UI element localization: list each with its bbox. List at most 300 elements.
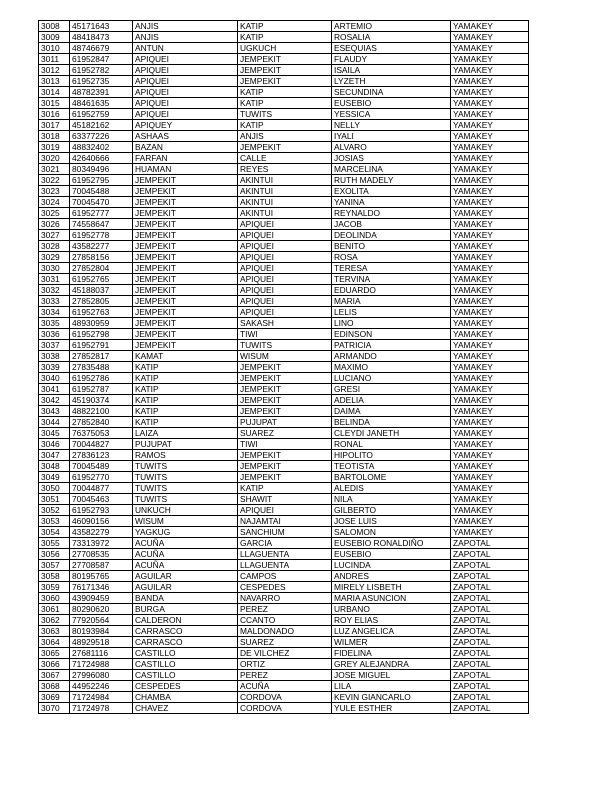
table-row: [39, 318, 529, 329]
community-cell: YAMAKEY: [451, 494, 529, 505]
community-cell: ZAPOTAL: [451, 703, 529, 714]
given-names-cell: WILMER: [332, 637, 451, 648]
second-surname-cell: DE VILCHEZ: [238, 648, 332, 659]
first-surname-cell: KATIP: [133, 384, 238, 395]
row-number-cell: 3068: [39, 681, 70, 692]
first-surname-cell: CHAVEZ: [133, 703, 238, 714]
document-number-cell: 61952778: [70, 230, 133, 241]
row-number-cell: 3062: [39, 615, 70, 626]
row-number-cell: 3055: [39, 538, 70, 549]
first-surname-cell: JEMPEKIT: [133, 230, 238, 241]
document-number-cell: 48832402: [70, 142, 133, 153]
given-names-cell: EUSEBIO: [332, 549, 451, 560]
first-surname-cell: TUWITS: [133, 494, 238, 505]
first-surname-cell: TUWITS: [133, 461, 238, 472]
first-surname-cell: JEMPEKIT: [133, 186, 238, 197]
document-number-cell: 76375053: [70, 428, 133, 439]
second-surname-cell: WISUM: [238, 351, 332, 362]
document-number-cell: 27708587: [70, 560, 133, 571]
row-number-cell: 3030: [39, 263, 70, 274]
row-number-cell: 3008: [39, 21, 70, 32]
second-surname-cell: CORDOVA: [238, 703, 332, 714]
second-surname-cell: JEMPEKIT: [238, 76, 332, 87]
row-number-cell: 3026: [39, 219, 70, 230]
document-number-cell: 80349496: [70, 164, 133, 175]
community-cell: ZAPOTAL: [451, 571, 529, 582]
document-number-cell: 61952847: [70, 54, 133, 65]
given-names-cell: SECUNDINA: [332, 87, 451, 98]
table-row: [39, 505, 529, 516]
table-row: [39, 351, 529, 362]
row-number-cell: 3027: [39, 230, 70, 241]
first-surname-cell: JEMPEKIT: [133, 219, 238, 230]
given-names-cell: LUZ ANGELICA: [332, 626, 451, 637]
given-names-cell: BENITO: [332, 241, 451, 252]
second-surname-cell: APIQUEI: [238, 241, 332, 252]
table-row: [39, 703, 529, 714]
document-number-cell: 63377226: [70, 131, 133, 142]
community-cell: YAMAKEY: [451, 263, 529, 274]
document-number-cell: 61952770: [70, 472, 133, 483]
table-row: [39, 186, 529, 197]
given-names-cell: LILA: [332, 681, 451, 692]
given-names-cell: RONAL: [332, 439, 451, 450]
given-names-cell: RUTH MADELY: [332, 175, 451, 186]
document-number-cell: 45182162: [70, 120, 133, 131]
community-cell: YAMAKEY: [451, 483, 529, 494]
given-names-cell: YESSICA: [332, 109, 451, 120]
second-surname-cell: SHAWIT: [238, 494, 332, 505]
given-names-cell: MARIA: [332, 296, 451, 307]
second-surname-cell: CALLE: [238, 153, 332, 164]
document-number-cell: 43582279: [70, 527, 133, 538]
row-number-cell: 3009: [39, 32, 70, 43]
row-number-cell: 3057: [39, 560, 70, 571]
row-number-cell: 3061: [39, 604, 70, 615]
community-cell: ZAPOTAL: [451, 692, 529, 703]
second-surname-cell: JEMPEKIT: [238, 54, 332, 65]
second-surname-cell: SAKASH: [238, 318, 332, 329]
second-surname-cell: KATIP: [238, 87, 332, 98]
second-surname-cell: SUAREZ: [238, 637, 332, 648]
given-names-cell: HIPOLITO: [332, 450, 451, 461]
first-surname-cell: JEMPEKIT: [133, 208, 238, 219]
community-cell: ZAPOTAL: [451, 626, 529, 637]
second-surname-cell: AKINTUI: [238, 197, 332, 208]
community-cell: YAMAKEY: [451, 142, 529, 153]
given-names-cell: TERESA: [332, 263, 451, 274]
document-number-cell: 80195765: [70, 571, 133, 582]
first-surname-cell: CARRASCO: [133, 637, 238, 648]
row-number-cell: 3058: [39, 571, 70, 582]
table-row: [39, 560, 529, 571]
document-number-cell: 48461635: [70, 98, 133, 109]
table-row: [39, 98, 529, 109]
first-surname-cell: JEMPEKIT: [133, 340, 238, 351]
table-row: [39, 549, 529, 560]
row-number-cell: 3049: [39, 472, 70, 483]
first-surname-cell: APIQUEI: [133, 76, 238, 87]
table-row: [39, 153, 529, 164]
table-row: [39, 329, 529, 340]
first-surname-cell: UNKUCH: [133, 505, 238, 516]
community-cell: YAMAKEY: [451, 340, 529, 351]
table-row: [39, 175, 529, 186]
row-number-cell: 3059: [39, 582, 70, 593]
second-surname-cell: SANCHIUM: [238, 527, 332, 538]
given-names-cell: BARTOLOME: [332, 472, 451, 483]
community-cell: YAMAKEY: [451, 153, 529, 164]
document-number-cell: 76171346: [70, 582, 133, 593]
first-surname-cell: APIQUEI: [133, 98, 238, 109]
first-surname-cell: RAMOS: [133, 450, 238, 461]
table-row: [39, 230, 529, 241]
first-surname-cell: WISUM: [133, 516, 238, 527]
second-surname-cell: APIQUEI: [238, 230, 332, 241]
row-number-cell: 3047: [39, 450, 70, 461]
second-surname-cell: SUAREZ: [238, 428, 332, 439]
given-names-cell: MAXIMO: [332, 362, 451, 373]
row-number-cell: 3018: [39, 131, 70, 142]
table-row: [39, 241, 529, 252]
community-cell: YAMAKEY: [451, 219, 529, 230]
given-names-cell: FLAUDY: [332, 54, 451, 65]
table-row: [39, 109, 529, 120]
community-cell: YAMAKEY: [451, 186, 529, 197]
table-row: [39, 32, 529, 43]
first-surname-cell: TUWITS: [133, 472, 238, 483]
community-cell: ZAPOTAL: [451, 659, 529, 670]
first-surname-cell: KATIP: [133, 395, 238, 406]
second-surname-cell: NAVARRO: [238, 593, 332, 604]
first-surname-cell: KATIP: [133, 373, 238, 384]
document-number-cell: 71724978: [70, 703, 133, 714]
row-number-cell: 3038: [39, 351, 70, 362]
row-number-cell: 3013: [39, 76, 70, 87]
given-names-cell: ADELIA: [332, 395, 451, 406]
document-number-cell: 45190374: [70, 395, 133, 406]
community-cell: YAMAKEY: [451, 285, 529, 296]
table-row: [39, 450, 529, 461]
row-number-cell: 3023: [39, 186, 70, 197]
row-number-cell: 3021: [39, 164, 70, 175]
second-surname-cell: ORTIZ: [238, 659, 332, 670]
community-cell: YAMAKEY: [451, 197, 529, 208]
table-row: [39, 362, 529, 373]
community-cell: YAMAKEY: [451, 54, 529, 65]
second-surname-cell: PEREZ: [238, 604, 332, 615]
second-surname-cell: APIQUEI: [238, 505, 332, 516]
first-surname-cell: KATIP: [133, 362, 238, 373]
first-surname-cell: CESPEDES: [133, 681, 238, 692]
community-cell: YAMAKEY: [451, 87, 529, 98]
community-cell: YAMAKEY: [451, 43, 529, 54]
first-surname-cell: CASTILLO: [133, 648, 238, 659]
row-number-cell: 3015: [39, 98, 70, 109]
row-number-cell: 3054: [39, 527, 70, 538]
row-number-cell: 3053: [39, 516, 70, 527]
community-cell: YAMAKEY: [451, 329, 529, 340]
given-names-cell: YULE ESTHER: [332, 703, 451, 714]
first-surname-cell: AGUILAR: [133, 571, 238, 582]
first-surname-cell: FARFAN: [133, 153, 238, 164]
second-surname-cell: JEMPEKIT: [238, 395, 332, 406]
table-row: [39, 659, 529, 670]
second-surname-cell: KATIP: [238, 98, 332, 109]
document-number-cell: 27852840: [70, 417, 133, 428]
given-names-cell: LYZETH: [332, 76, 451, 87]
given-names-cell: CLEYDI JANETH: [332, 428, 451, 439]
given-names-cell: EXOLITA: [332, 186, 451, 197]
second-surname-cell: CAMPOS: [238, 571, 332, 582]
community-cell: YAMAKEY: [451, 351, 529, 362]
row-number-cell: 3010: [39, 43, 70, 54]
given-names-cell: ROSA: [332, 252, 451, 263]
row-number-cell: 3022: [39, 175, 70, 186]
document-number-cell: 45171643: [70, 21, 133, 32]
first-surname-cell: AGUILAR: [133, 582, 238, 593]
second-surname-cell: AKINTUI: [238, 175, 332, 186]
community-cell: YAMAKEY: [451, 241, 529, 252]
document-number-cell: 48782391: [70, 87, 133, 98]
second-surname-cell: JEMPEKIT: [238, 142, 332, 153]
first-surname-cell: JEMPEKIT: [133, 329, 238, 340]
community-cell: ZAPOTAL: [451, 549, 529, 560]
table-row: [39, 428, 529, 439]
given-names-cell: DEOLINDA: [332, 230, 451, 241]
given-names-cell: TERVINA: [332, 274, 451, 285]
first-surname-cell: CARRASCO: [133, 626, 238, 637]
first-surname-cell: JEMPEKIT: [133, 252, 238, 263]
first-surname-cell: CALDERON: [133, 615, 238, 626]
document-number-cell: 61952782: [70, 65, 133, 76]
second-surname-cell: GARCIA: [238, 538, 332, 549]
table-row: [39, 582, 529, 593]
given-names-cell: ALVARO: [332, 142, 451, 153]
second-surname-cell: KATIP: [238, 32, 332, 43]
row-number-cell: 3063: [39, 626, 70, 637]
community-cell: ZAPOTAL: [451, 670, 529, 681]
document-number-cell: 27996080: [70, 670, 133, 681]
second-surname-cell: KATIP: [238, 120, 332, 131]
first-surname-cell: PUJUPAT: [133, 439, 238, 450]
given-names-cell: ROY ELIAS: [332, 615, 451, 626]
community-cell: YAMAKEY: [451, 373, 529, 384]
row-number-cell: 3048: [39, 461, 70, 472]
table-row: [39, 472, 529, 483]
given-names-cell: LUCIANO: [332, 373, 451, 384]
given-names-cell: URBANO: [332, 604, 451, 615]
second-surname-cell: APIQUEI: [238, 285, 332, 296]
first-surname-cell: HUAMAN: [133, 164, 238, 175]
row-number-cell: 3033: [39, 296, 70, 307]
table-row: [39, 252, 529, 263]
first-surname-cell: ACUÑA: [133, 549, 238, 560]
document-number-cell: 27852804: [70, 263, 133, 274]
community-cell: YAMAKEY: [451, 505, 529, 516]
community-cell: YAMAKEY: [451, 318, 529, 329]
first-surname-cell: JEMPEKIT: [133, 175, 238, 186]
table-row: [39, 373, 529, 384]
second-surname-cell: APIQUEI: [238, 296, 332, 307]
given-names-cell: JOSE LUIS: [332, 516, 451, 527]
community-cell: YAMAKEY: [451, 472, 529, 483]
first-surname-cell: JEMPEKIT: [133, 318, 238, 329]
table-row: [39, 131, 529, 142]
document-number-cell: 27835488: [70, 362, 133, 373]
first-surname-cell: JEMPEKIT: [133, 274, 238, 285]
second-surname-cell: APIQUEI: [238, 252, 332, 263]
row-number-cell: 3045: [39, 428, 70, 439]
given-names-cell: IYALI: [332, 131, 451, 142]
row-number-cell: 3037: [39, 340, 70, 351]
first-surname-cell: JEMPEKIT: [133, 285, 238, 296]
first-surname-cell: APIQUEI: [133, 109, 238, 120]
row-number-cell: 3070: [39, 703, 70, 714]
table-row: [39, 494, 529, 505]
row-number-cell: 3060: [39, 593, 70, 604]
given-names-cell: MARIA ASUNCION: [332, 593, 451, 604]
given-names-cell: EUSEBIO RONALDIÑO: [332, 538, 451, 549]
document-number-cell: 80290620: [70, 604, 133, 615]
community-cell: YAMAKEY: [451, 516, 529, 527]
given-names-cell: TEOTISTA: [332, 461, 451, 472]
document-number-cell: 48418473: [70, 32, 133, 43]
community-cell: YAMAKEY: [451, 131, 529, 142]
given-names-cell: DAIMA: [332, 406, 451, 417]
table-row: [39, 648, 529, 659]
document-number-cell: 48929518: [70, 637, 133, 648]
first-surname-cell: JEMPEKIT: [133, 197, 238, 208]
community-cell: ZAPOTAL: [451, 560, 529, 571]
community-cell: ZAPOTAL: [451, 648, 529, 659]
row-number-cell: 3051: [39, 494, 70, 505]
second-surname-cell: TIWI: [238, 329, 332, 340]
document-number-cell: 48930959: [70, 318, 133, 329]
document-number-cell: 46090156: [70, 516, 133, 527]
table-row: [39, 164, 529, 175]
row-number-cell: 3034: [39, 307, 70, 318]
document-number-cell: 27836123: [70, 450, 133, 461]
document-number-cell: 27681116: [70, 648, 133, 659]
given-names-cell: JACOB: [332, 219, 451, 230]
table-row: [39, 593, 529, 604]
table-row: [39, 516, 529, 527]
document-number-cell: 61952777: [70, 208, 133, 219]
first-surname-cell: BURGA: [133, 604, 238, 615]
given-names-cell: ALEDIS: [332, 483, 451, 494]
document-number-cell: 61952763: [70, 307, 133, 318]
given-names-cell: ROSALIA: [332, 32, 451, 43]
community-cell: ZAPOTAL: [451, 538, 529, 549]
table-row: [39, 538, 529, 549]
second-surname-cell: CCANTO: [238, 615, 332, 626]
table-row: [39, 54, 529, 65]
community-cell: YAMAKEY: [451, 65, 529, 76]
row-number-cell: 3043: [39, 406, 70, 417]
given-names-cell: GREY ALEJANDRA: [332, 659, 451, 670]
given-names-cell: GILBERTO: [332, 505, 451, 516]
table-row: [39, 615, 529, 626]
table-row: [39, 263, 529, 274]
second-surname-cell: APIQUEI: [238, 263, 332, 274]
given-names-cell: NELLY: [332, 120, 451, 131]
second-surname-cell: JEMPEKIT: [238, 384, 332, 395]
first-surname-cell: YAGKUG: [133, 527, 238, 538]
table-row: [39, 637, 529, 648]
second-surname-cell: KATIP: [238, 21, 332, 32]
second-surname-cell: JEMPEKIT: [238, 406, 332, 417]
first-surname-cell: APIQUEY: [133, 120, 238, 131]
table-row: [39, 76, 529, 87]
community-cell: YAMAKEY: [451, 450, 529, 461]
table-row: [39, 571, 529, 582]
table-row: [39, 197, 529, 208]
first-surname-cell: LAIZA: [133, 428, 238, 439]
given-names-cell: JOSE MIGUEL: [332, 670, 451, 681]
row-number-cell: 3016: [39, 109, 70, 120]
table-row: [39, 340, 529, 351]
second-surname-cell: JEMPEKIT: [238, 472, 332, 483]
community-cell: ZAPOTAL: [451, 637, 529, 648]
row-number-cell: 3036: [39, 329, 70, 340]
second-surname-cell: AKINTUI: [238, 186, 332, 197]
table-row: [39, 406, 529, 417]
given-names-cell: EDUARDO: [332, 285, 451, 296]
row-number-cell: 3025: [39, 208, 70, 219]
document-number-cell: 80193984: [70, 626, 133, 637]
community-cell: YAMAKEY: [451, 21, 529, 32]
given-names-cell: FIDELINA: [332, 648, 451, 659]
table-row: [39, 43, 529, 54]
table-row: [39, 208, 529, 219]
second-surname-cell: JEMPEKIT: [238, 373, 332, 384]
first-surname-cell: KATIP: [133, 406, 238, 417]
community-cell: ZAPOTAL: [451, 582, 529, 593]
document-number-cell: 61952759: [70, 109, 133, 120]
community-cell: YAMAKEY: [451, 527, 529, 538]
first-surname-cell: ANTUN: [133, 43, 238, 54]
second-surname-cell: ACUÑA: [238, 681, 332, 692]
community-cell: YAMAKEY: [451, 417, 529, 428]
table-row: [39, 285, 529, 296]
document-number-cell: 70044827: [70, 439, 133, 450]
row-number-cell: 3046: [39, 439, 70, 450]
given-names-cell: KEVIN GIANCARLO: [332, 692, 451, 703]
table-row: [39, 681, 529, 692]
given-names-cell: REYNALDO: [332, 208, 451, 219]
given-names-cell: LELIS: [332, 307, 451, 318]
second-surname-cell: LLAGUENTA: [238, 560, 332, 571]
community-cell: ZAPOTAL: [451, 604, 529, 615]
document-number-cell: 27858156: [70, 252, 133, 263]
row-number-cell: 3019: [39, 142, 70, 153]
second-surname-cell: APIQUEI: [238, 274, 332, 285]
table-row: [39, 21, 529, 32]
row-number-cell: 3012: [39, 65, 70, 76]
table-row: [39, 384, 529, 395]
first-surname-cell: JEMPEKIT: [133, 296, 238, 307]
row-number-cell: 3064: [39, 637, 70, 648]
document-number-cell: 43909459: [70, 593, 133, 604]
row-number-cell: 3039: [39, 362, 70, 373]
community-cell: YAMAKEY: [451, 439, 529, 450]
table-row: [39, 65, 529, 76]
given-names-cell: ARTEMIO: [332, 21, 451, 32]
document-number-cell: 71724988: [70, 659, 133, 670]
row-number-cell: 3028: [39, 241, 70, 252]
first-surname-cell: CASTILLO: [133, 659, 238, 670]
